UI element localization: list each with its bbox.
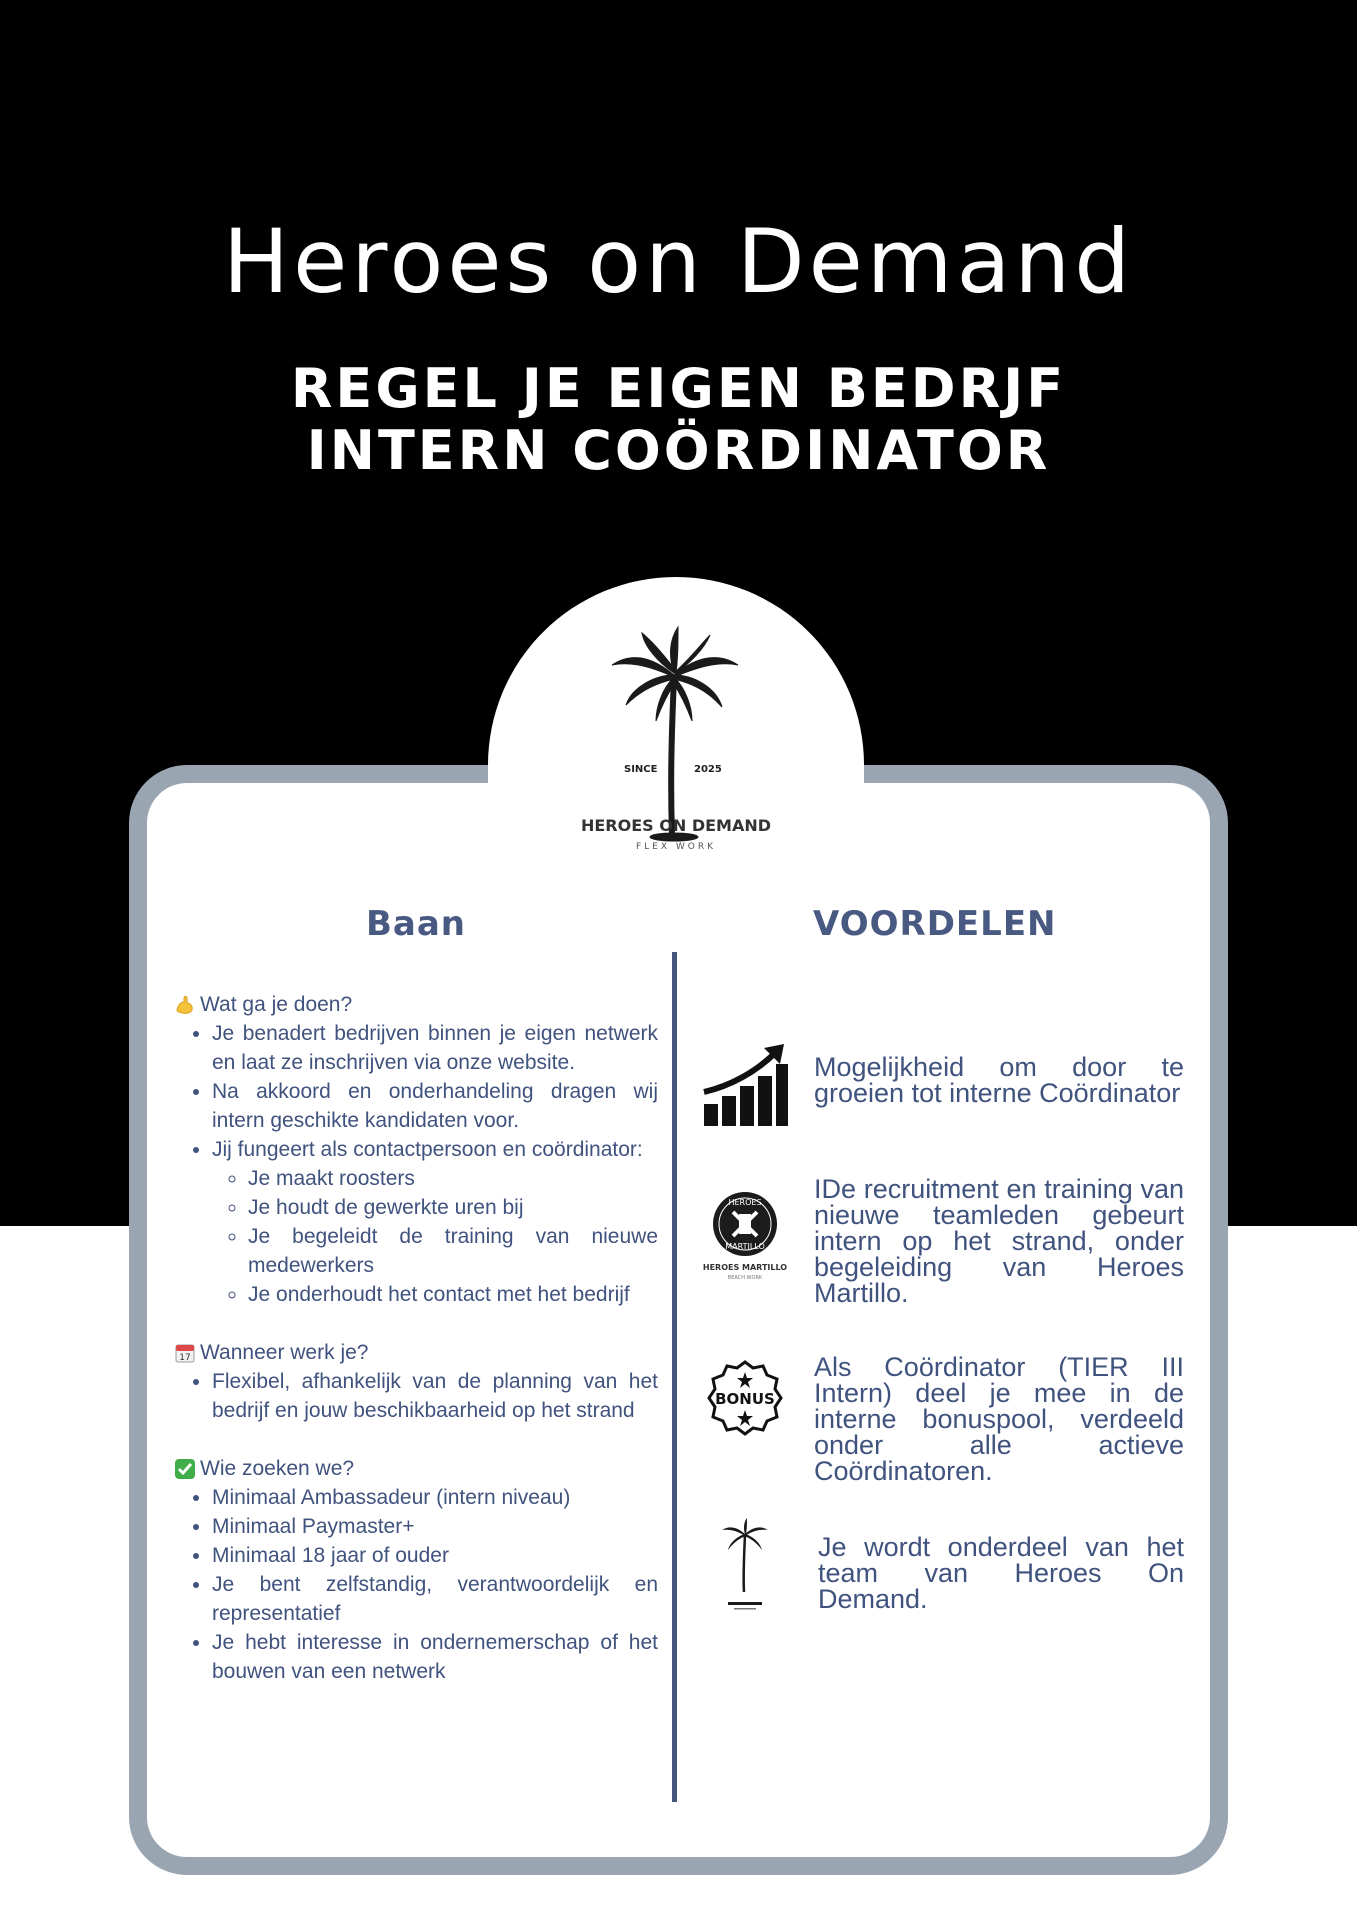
column-divider	[672, 952, 677, 1802]
list-item: • Je hebt interesse in ondernemerschap of het bouwen van een netwerk	[212, 1628, 658, 1686]
list-item-text: Jij fungeert als contactpersoon en coördinator:	[212, 1138, 643, 1161]
section-who-title: Wie zoeken we?	[200, 1457, 355, 1480]
section-what	[174, 990, 658, 1309]
logo-name: HEROES ON DEMAND	[580, 816, 771, 835]
logo-tagline: FLEX WORK	[635, 842, 717, 852]
benefit-item	[700, 1354, 1190, 1504]
list-item	[212, 1135, 658, 1309]
list-item: • Je benadert bedrijven binnen je eigen netwerk en laat ze inschrijven via onze website.	[212, 1019, 658, 1077]
subtitle-line-1: REGEL JE EIGEN BEDRJF	[290, 357, 1067, 420]
martillo-subcaption: BEACH WORK	[727, 1275, 763, 1281]
list-item: • Minimaal Paymaster+	[212, 1512, 658, 1541]
flexed-arm-icon	[174, 994, 196, 1016]
page-title: Heroes on Demand	[222, 210, 1135, 313]
bonus-badge-text: BONUS	[715, 1390, 775, 1408]
job-description	[174, 990, 658, 1715]
growth-chart-icon	[700, 1040, 790, 1140]
sub-list-item: ◦ Je begeleidt de training van nieuwe medewerkers	[248, 1222, 658, 1280]
logo-year: 2025	[694, 764, 722, 775]
benefit-text: Je wordt onderdeel van het team van Heroes On Demand.	[818, 1532, 1184, 1614]
list-item: • Minimaal Ambassadeur (intern niveau)	[212, 1483, 658, 1512]
list-item: • Minimaal 18 jaar of ouder	[212, 1541, 658, 1570]
benefit-text: Als Coördinator (TIER III Intern) deel je mee in de interne bonuspool, verdeeld onder alle actieve Coördinatoren.	[814, 1352, 1184, 1486]
calendar-icon	[174, 1342, 196, 1364]
section-who	[174, 1454, 658, 1686]
benefit-item	[700, 1040, 1190, 1190]
benefit-item	[700, 1518, 1190, 1668]
bonus-badge-icon	[700, 1358, 790, 1458]
section-when-title: Wanneer werk je?	[200, 1341, 369, 1364]
martillo-badge-bottom-text: MARTILLO	[725, 1242, 765, 1251]
list-item: • Na akkoord en onderhandeling dragen wij intern geschikte kandidaten voor.	[212, 1077, 658, 1135]
benefit-text: Mogelijkheid om door te groeien tot interne Coördinator	[814, 1052, 1184, 1108]
section-what-title: Wat ga je doen?	[200, 993, 353, 1016]
benefit-text: IDe recruitment en training van nieuwe teamleden gebeurt intern op het strand, onder begeleiding van Heroes Martillo.	[814, 1174, 1184, 1308]
check-mark-icon	[174, 1458, 196, 1480]
list-item: • Je bent zelfstandig, verantwoordelijk en representatief	[212, 1570, 658, 1628]
sub-list-item: ◦ Je houdt de gewerkte uren bij	[248, 1193, 658, 1222]
martillo-badge-top-text: HEROES	[728, 1198, 762, 1207]
martillo-caption: HEROES MARTILLO	[702, 1263, 788, 1272]
benefits-heading: VOORDELEN	[813, 904, 1057, 944]
sub-list-item: ◦ Je maakt roosters	[248, 1164, 658, 1193]
benefit-item	[700, 1176, 1190, 1326]
logo-since-label: SINCE	[624, 764, 658, 775]
list-item: • Flexibel, afhankelijk van de planning van het bedrijf en jouw beschikbaarheid op het strand	[212, 1367, 658, 1425]
sub-list-item: ◦ Je onderhoudt het contact met het bedrijf	[248, 1280, 658, 1309]
heroes-martillo-badge-icon	[700, 1184, 790, 1284]
job-heading: Baan	[366, 904, 467, 944]
svg-text:17: 17	[179, 1352, 191, 1363]
subtitle-line-2: INTERN COÖRDINATOR	[306, 419, 1051, 482]
page-subtitle	[0, 358, 1357, 482]
palm-logo-icon	[700, 1518, 790, 1618]
section-when	[174, 1338, 658, 1425]
